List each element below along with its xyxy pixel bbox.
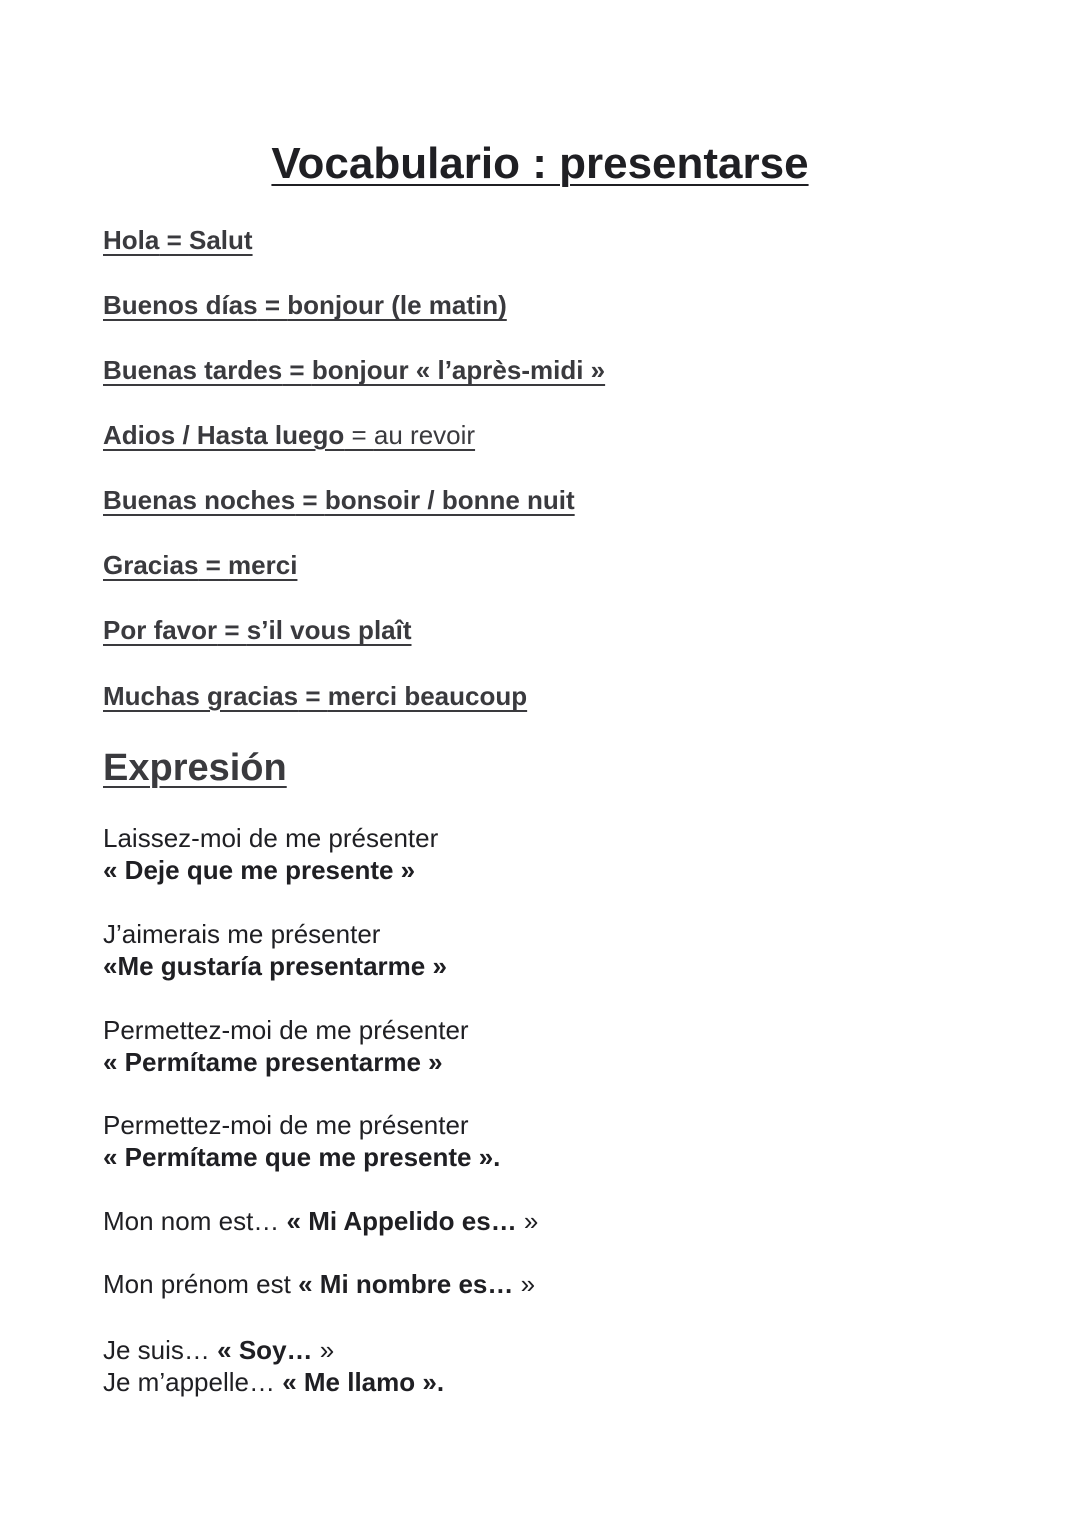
- vocab-french: bonjour « l’après-midi »: [311, 355, 606, 385]
- vocab-item-gracias: [103, 549, 297, 581]
- expression-french: Permettez-moi de me présenter: [103, 1015, 469, 1045]
- expression-french: Permettez-moi de me présenter: [103, 1110, 469, 1140]
- vocab-equals: =: [298, 681, 328, 711]
- vocab-item-hola: [103, 224, 253, 256]
- vocab-french: Salut: [188, 225, 253, 255]
- inline-expression-close-quote: »: [319, 1335, 335, 1365]
- vocab-equals: =: [282, 355, 312, 385]
- page-title: [0, 138, 1080, 190]
- expression-item: [103, 822, 438, 886]
- vocab-french: au revoir: [373, 420, 476, 450]
- vocab-equals: =: [198, 550, 229, 580]
- vocab-french: bonsoir / bonne nuit: [324, 485, 575, 515]
- inline-expression-spanish: Mi Appelido es…: [308, 1206, 524, 1236]
- vocab-equals: =: [217, 615, 247, 645]
- inline-expression-open-quote: «: [217, 1335, 239, 1365]
- expression-spanish: « Deje que me presente »: [103, 855, 416, 885]
- inline-expression-close-quote: ».: [422, 1367, 445, 1397]
- vocab-french: s’il vous plaît: [246, 615, 412, 645]
- vocab-item-adios: [103, 419, 475, 451]
- vocab-spanish: Buenas noches: [103, 485, 296, 515]
- vocab-item-buenas-noches: [103, 484, 575, 516]
- vocab-spanish: Gracias: [103, 550, 199, 580]
- expression-item: [103, 918, 447, 982]
- expression-spanish: « Permítame que me presente ».: [103, 1142, 501, 1172]
- inline-expression-item: [103, 1205, 538, 1237]
- vocab-spanish: Por favor: [103, 615, 218, 645]
- vocab-equals: =: [257, 290, 288, 320]
- inline-expression-french: Mon prénom est: [103, 1269, 299, 1299]
- vocab-spanish: Buenas tardes: [103, 355, 283, 385]
- vocab-spanish: Adios / Hasta luego: [103, 420, 345, 450]
- expression-spanish: « Permítame presentarme »: [103, 1047, 443, 1077]
- expression-spanish: «Me gustaría presentarme »: [103, 951, 447, 981]
- inline-expression-spanish: Mi nombre es…: [319, 1269, 521, 1299]
- page-title-text: Vocabulario : presentarse: [271, 139, 809, 188]
- expression-item: [103, 1014, 469, 1078]
- inline-expression-open-quote: «: [298, 1269, 320, 1299]
- vocab-spanish: Hola: [103, 225, 160, 255]
- vocab-item-muchas-gracias: [103, 680, 527, 712]
- vocab-item-buenas-tardes: [103, 354, 605, 386]
- inline-expression-spanish: Soy…: [238, 1335, 320, 1365]
- inline-expression-french: Mon nom est…: [103, 1206, 287, 1236]
- expression-french: Laissez-moi de me présenter: [103, 823, 439, 853]
- inline-expression-item: [103, 1334, 334, 1366]
- expression-french: J’aimerais me présenter: [103, 919, 381, 949]
- vocab-spanish: Muchas gracias: [103, 681, 299, 711]
- vocab-item-por-favor: [103, 614, 412, 646]
- inline-expression-french: Je m’appelle…: [103, 1367, 283, 1397]
- inline-expression-french: Je suis…: [103, 1335, 218, 1365]
- vocab-item-buenos-dias: [103, 289, 507, 321]
- section-title-expresion: Expresión: [103, 747, 287, 789]
- vocab-french: merci: [228, 550, 298, 580]
- inline-expression-open-quote: «: [282, 1367, 304, 1397]
- inline-expression-item: [103, 1268, 535, 1300]
- expression-item: [103, 1109, 500, 1173]
- vocab-french: bonjour (le matin): [287, 290, 507, 320]
- vocab-equals: =: [159, 225, 189, 255]
- vocab-equals: =: [344, 420, 374, 450]
- inline-expression-item: [103, 1366, 444, 1398]
- inline-expression-close-quote: »: [520, 1269, 536, 1299]
- inline-expression-close-quote: »: [523, 1206, 539, 1236]
- vocab-french: merci beaucoup: [327, 681, 528, 711]
- vocab-equals: =: [295, 485, 325, 515]
- inline-expression-open-quote: «: [286, 1206, 309, 1236]
- vocab-spanish: Buenos días: [103, 290, 258, 320]
- inline-expression-spanish: Me llamo: [303, 1367, 423, 1397]
